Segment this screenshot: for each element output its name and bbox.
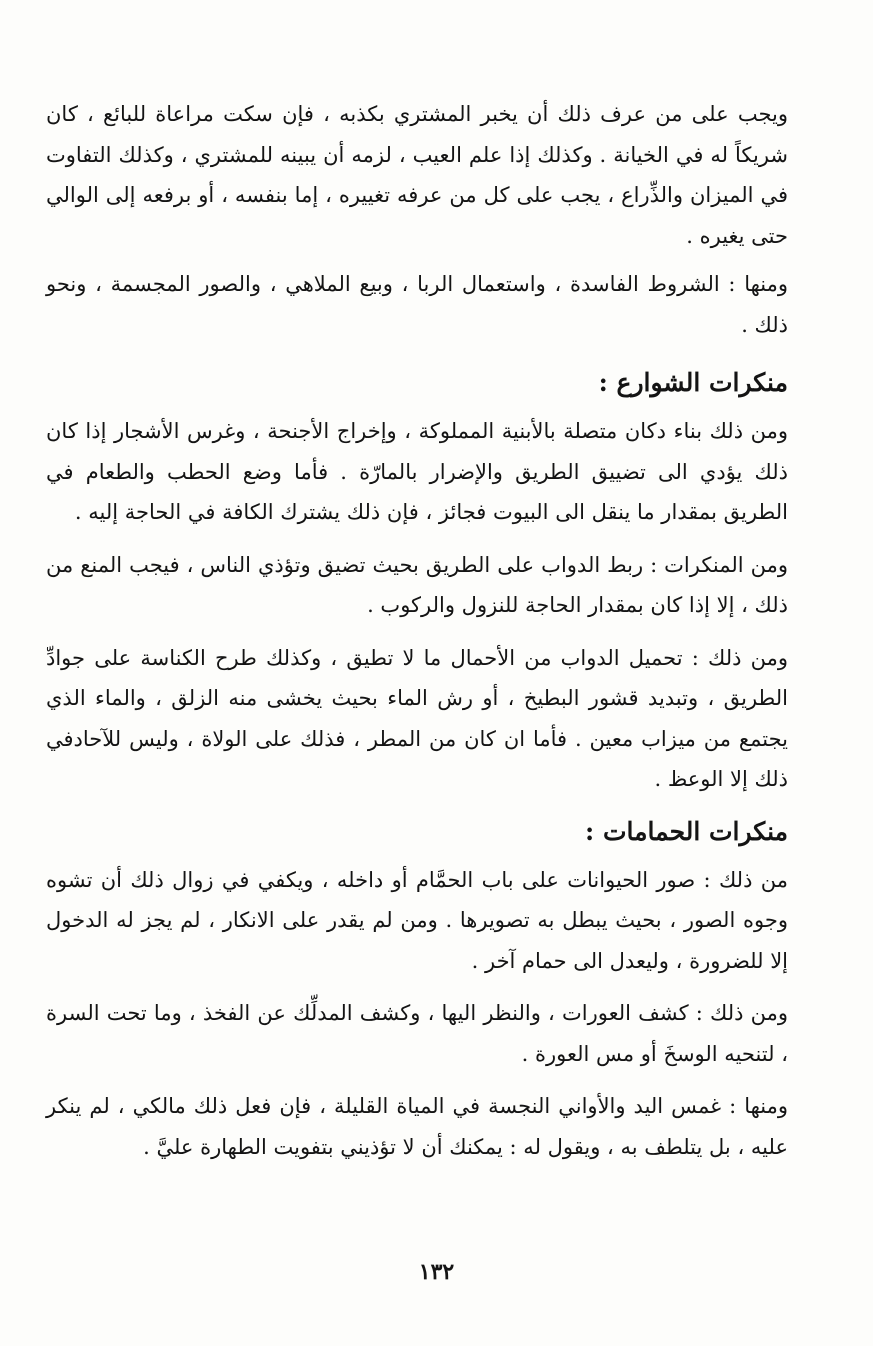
heading-bathhouse-vices: منكرات الحمامات : <box>585 816 788 846</box>
page-body <box>46 94 788 1167</box>
paragraph-impure-vessels: ومنها : غمس اليد والأواني النجسة في المياة القليلة ، فإن فعل ذلك مالكي ، لم ينكر عليه ، بل يتلطف به ، ويقول له : يمكنك أن لا تؤذيني بتفويت الطهارة عليَّ . <box>46 1094 788 1159</box>
paragraph-shop-building: ومن ذلك بناء دكان متصلة بالأبنية المملوكة ، وإخراج الأجنحة ، وغرس الأشجار إذا كان ذلك يؤدي الى تضييق الطريق والإضرار بالمارّة . فأما وضع الحطب والطعام في الطريق بمقدار ما ينقل الى البيوت فجائز ، فإن ذلك يشترك الكافة في الحاجة إليه . <box>46 419 788 524</box>
paragraph-exposing-awrah: ومن ذلك : كشف العورات ، والنظر اليها ، وكشف المدلِّك عن الفخذ ، وما تحت السرة ، لتنحيه الوسخَ أو مس العورة . <box>46 1001 788 1066</box>
paragraph-invalid-conditions: ومنها : الشروط الفاسدة ، واستعمال الربا ، وبيع الملاهي ، والصور المجسمة ، ونحو ذلك . <box>46 272 788 337</box>
page-number: ١٣٢ <box>418 1259 455 1285</box>
paragraph-animal-images: من ذلك : صور الحيوانات على باب الحمَّام أو داخله ، ويكفي في زوال ذلك أن تشوه وجوه الصور ، بحيث يبطل به تصويرها . ومن لم يقدر على الانكار ، لم يجز له الدخول إلا للضرورة ، وليعدل الى حمام آخر . <box>46 867 788 973</box>
heading-street-vices: منكرات الشوارع : <box>598 368 788 397</box>
paragraph-overloading-animals: ومن ذلك : تحميل الدواب من الأحمال ما لا تطيق ، وكذلك طرح الكناسة على جوادِّ الطريق ، وتبديد قشور البطيخ ، أو رش الماء بحيث يخشى منه الزلق ، والماء الذي يجتمع من ميزاب معين . فأما ان كان من المطر ، فذلك على الولاة ، وليس للآحادفي ذلك إلا الوعظ . <box>46 645 788 791</box>
paragraph-seller-deception: ويجب على من عرف ذلك أن يخبر المشتري بكذبه ، فإن سكت مراعاة للبائع ، كان شريكاً له في الخيانة . وكذلك إذا علم العيب ، لزمه أن يبينه للمشتري ، وكذلك التفاوت في الميزان والذِّراع ، يجب على كل من عرفه تغييره ، إما بنفسه ، أو برفعه إلى الوالي حتى يغيره . <box>46 102 788 248</box>
paragraph-tying-animals: ومن المنكرات : ربط الدواب على الطريق بحيث تضيق وتؤذي الناس ، فيجب المنع من ذلك ، إلا إذا كان بمقدار الحاجة للنزول والركوب . <box>46 552 788 617</box>
